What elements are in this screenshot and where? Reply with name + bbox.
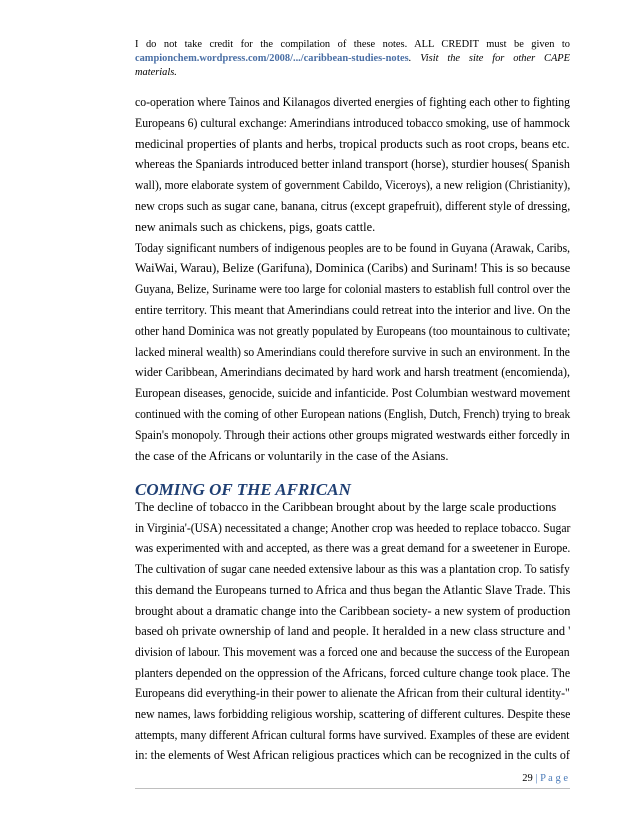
page-label: P a g e: [540, 773, 568, 784]
text-line: The decline of tobacco in the Caribbean brought about by the large scale productions: [135, 500, 557, 514]
text-line: based oh private ownership of land and people. It heralded in a new class structure and ': [135, 624, 571, 639]
page-header-credit: [135, 38, 570, 80]
text-line: this demand the Europeans turned to Africa and thus began the Atlantic Slave Trade. This: [135, 582, 571, 597]
footer-divider: [135, 788, 570, 789]
text-line: Guyana, Belize, Suriname were too large for colonial masters to establish full control over the: [135, 282, 571, 297]
text-line: wall), more elaborate system of government Cabildo, Viceroys), a new religion (Christianity),: [135, 178, 571, 193]
text-line: other hand Dominica was not greatly populated by Europeans (too mountainous to cultivate;: [135, 323, 571, 338]
text-line: new crops such as sugar cane, banana, citrus (except grapefruit), different style of dressing,: [135, 199, 571, 213]
text-line: Spain's monopoly. Through their actions other groups migrated westwards either forcedly in: [135, 427, 570, 442]
text-line: continued with the coming of other European nations (English, Dutch, French) trying to break: [135, 407, 571, 421]
text-line: brought about a dramatic change into the Caribbean society- a new system of production: [135, 603, 571, 618]
text-line: division of labour. This movement was a forced one and because the success of the European: [135, 644, 570, 659]
text-line: was experimented with and accepted, as there was a great demand for a sweetener in Europe.: [135, 541, 571, 556]
text-line: Europeans 6) cultural exchange: Amerindians introduced tobacco smoking, use of hammock: [135, 115, 570, 130]
text-line: co-operation where Tainos and Kilanagos diverted energies of fighting each other to fighting: [135, 95, 571, 109]
text-line: attempts, many different African cultural forms have survived. Examples of these are evident: [135, 727, 570, 742]
text-line: lacked mineral wealth) so Amerindians could therefore survive in such an environment. In the: [135, 344, 570, 359]
text-line: in Virginia'-(USA) necessitated a change; Another crop was heeded to replace tobacco. Sugar: [135, 520, 571, 535]
section-heading: COMING OF THE AFRICAN: [135, 480, 351, 499]
text-line: The cultivation of sugar cane needed extensive labour as this was a plantation crop. To satisfy: [135, 562, 570, 577]
source-link[interactable]: campionchem.wordpress.com/2008/.../caribbean-studies-notes: [135, 53, 409, 64]
text-line: whereas the Spaniards introduced better inland transport (horse), sturdier houses( Spanish: [135, 157, 570, 172]
text-line: Europeans did everything-in their power to alienate the African from their cultural identity-": [135, 686, 570, 701]
text-line: entire territory. This meant that Amerindians could retreat into the interior and live. On the: [135, 303, 571, 317]
page-separator: |: [532, 773, 541, 784]
credit-suffix: . Visit the site for other CAPE materials.: [135, 53, 570, 78]
text-line: medicinal properties of plants and herbs, tropical products such as root crops, beans etc.: [135, 136, 570, 151]
text-line: the case of the Africans or voluntarily in the case of the Asians.: [135, 448, 449, 463]
page-footer: [522, 773, 568, 784]
text-line: WaiWai, Warau), Belize (Garifuna), Dominica (Caribs) and Surinam! This is so because: [135, 261, 571, 276]
text-line: in: the elements of West African religious practices which can be recognized in the cults of: [135, 748, 570, 763]
credit-text: I do not take credit for the compilation of these notes. ALL CREDIT must be given to: [135, 39, 570, 50]
text-line: new names, laws forbidding religious worship, scattering of different cultures. Despite these: [135, 707, 571, 721]
text-line: European diseases, genocide, suicide and infanticide. Post Columbian westward movement: [135, 386, 571, 401]
text-line: planters depended on the oppression of the Africans, forced culture change took place. The: [135, 665, 571, 680]
page-number: 29: [522, 773, 533, 784]
text-line: new animals such as chickens, pigs, goats cattle.: [135, 219, 376, 234]
text-line: Today significant numbers of indigenous peoples are to be found in Guyana (Arawak, Caribs,: [135, 240, 571, 255]
text-line: wider Caribbean, Amerindians decimated by hard work and harsh treatment (encomienda),: [135, 365, 571, 380]
